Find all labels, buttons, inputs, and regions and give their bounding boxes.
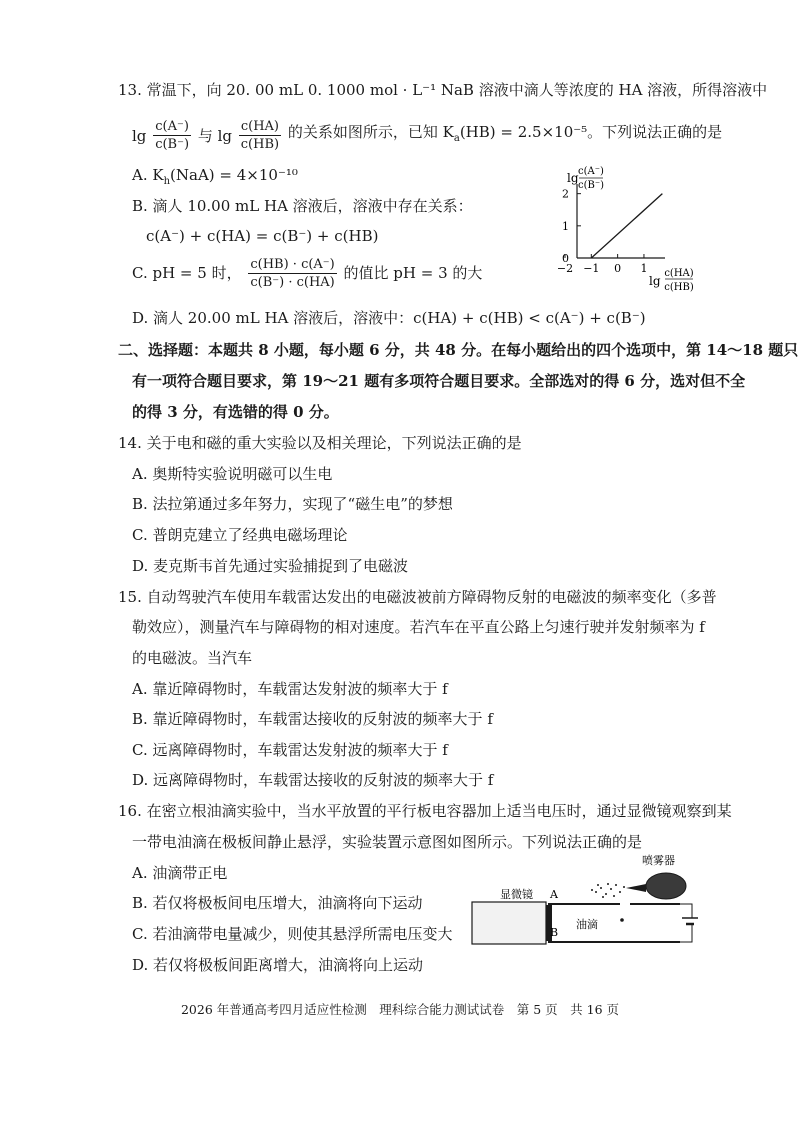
q13-ka-sub: a (453, 133, 460, 144)
q16-stem-line1: 16. 在密立根油滴实验中，当水平放置的平行板电容器加上适当电压时，通过显微镜观察到某 (118, 802, 732, 820)
q13-stem-line1: 13. 常温下，向 20. 00 mL 0. 1000 mol · L⁻¹ NaB 溶液中滴人等浓度的 HA 溶液，所得溶液中 (118, 81, 768, 99)
q13-option-c-frac (248, 256, 336, 291)
q13-frac1 (153, 118, 191, 153)
graph-xtick-label: 0 (614, 262, 622, 275)
q13-option-a (132, 165, 298, 192)
q16-stem-line2: 一带电油滴在极板间静止悬浮，实验装置示意图如图所示。下列说法正确的是 (132, 833, 643, 851)
q13-tail-text2: (HB) = 2.5×10⁻⁵。下列说法正确的是 (459, 123, 723, 141)
q13-option-c-head: C. pH = 5 时， (132, 264, 242, 282)
q15-option-c: C. 远离障碍物时，车载雷达发射波的频率大于 f (132, 741, 448, 759)
section2-line3: 的得 3 分，有选错的得 0 分。 (132, 403, 339, 421)
sprayer-label: 喷雾器 (642, 854, 675, 867)
q15-option-d: D. 远离障碍物时，车载雷达接收的反射波的频率大于 f (132, 771, 494, 789)
q16-option-a: A. 油滴带正电 (132, 864, 228, 882)
graph-ytick-label: 0 (562, 252, 569, 265)
graph-xlabel-lg: lg (649, 274, 661, 288)
q15-stem-line1: 15. 自动驾驶汽车使用车载雷达发出的电磁波被前方障碍物反射的电磁波的频率变化（多普 (118, 588, 717, 606)
q13-frac1-num: c(A⁻) (153, 118, 191, 136)
q13-option-c (132, 252, 482, 293)
q13-option-c-num: c(HB) · c(A⁻) (250, 256, 335, 272)
q13-frac1-den: c(B⁻) (155, 137, 190, 152)
droplet-label: 油滴 (576, 918, 598, 931)
q13-frac2 (239, 118, 281, 153)
plate-a-label: A (550, 888, 558, 901)
sprayer-nozzle (626, 884, 646, 892)
wire-top (680, 904, 692, 918)
graph-xtick-label: −2 (556, 262, 574, 275)
graph-ticks (557, 188, 648, 275)
graph-ylabel-den: c(B⁻) (577, 180, 605, 191)
section2-line2: 有一项符合题目要求，第 19～21 题有多项符合题目要求。全部选对的得 6 分，选对但不全 (132, 372, 746, 390)
plate-b-label: B (550, 926, 559, 939)
oil-droplet (620, 918, 624, 922)
section2-line1: 二、选择题：本题共 8 小题，每小题 6 分，共 48 分。在每小题给出的四个选项中，第 14～18 题只 (118, 341, 799, 359)
wire-bottom (680, 924, 692, 942)
graph-ytick-label: 1 (562, 219, 569, 233)
q13-option-c-den: c(B⁻) · c(HA) (250, 274, 335, 290)
graph-ylabel-num: c(A⁻) (578, 166, 604, 177)
q13-mid: 与 lg (197, 126, 232, 145)
q15-option-b: B. 靠近障碍物时，车载雷达接收的反射波的频率大于 f (132, 710, 493, 728)
q14-option-c: C. 普朗克建立了经典电磁场理论 (132, 526, 348, 544)
millikan-apparatus-diagram (470, 850, 700, 970)
graph-ylabel-lg: lg (567, 171, 579, 185)
q16-option-b: B. 若仅将极板间电压增大，油滴将向下运动 (132, 894, 423, 912)
graph-xtick-label: 1 (640, 262, 648, 275)
q13-graph (555, 158, 715, 298)
page-footer: 2026 年普通高考四月适应性检测 理科综合能力测试试卷 第 5 页 共 16 页 (180, 1002, 620, 1017)
graph-xtick-label: −1 (583, 262, 600, 275)
q13-stem-line2 (132, 112, 722, 159)
microscope-body (472, 902, 546, 944)
q15-option-a: A. 靠近障碍物时，车载雷达发射波的频率大于 f (132, 680, 448, 698)
q13-frac2-num: c(HA) (239, 118, 281, 136)
q13-tail (288, 112, 722, 159)
q14-option-d: D. 麦克斯韦首先通过实验捕捉到了电磁波 (132, 557, 409, 575)
q14-option-a: A. 奥斯特实验说明磁可以生电 (132, 465, 333, 483)
spray-dots (591, 883, 625, 898)
q16-option-d: D. 若仅将极板间距离增大，油滴将向上运动 (132, 956, 424, 974)
q13-option-b-line1: B. 滴人 10.00 mL HA 溶液后，溶液中存在关系： (132, 197, 473, 215)
q13-option-a-tail: (NaA) = 4×10⁻¹⁰ (170, 166, 298, 184)
graph-xlabel-num: c(HA) (664, 268, 694, 279)
sprayer-bulb (646, 873, 686, 899)
q13-option-b-line2: c(A⁻) + c(HA) = c(B⁻) + c(HB) (146, 227, 379, 245)
q13-lg1: lg (132, 126, 147, 145)
graph-series-line (591, 194, 662, 258)
microscope-label: 显微镜 (500, 888, 533, 901)
graph-xlabel-den: c(HB) (664, 282, 694, 293)
q16-option-c: C. 若油滴带电量减少，则使其悬浮所需电压变大 (132, 925, 453, 943)
graph-ytick-label: 2 (562, 187, 569, 201)
q13-option-c-tail: 的值比 pH = 3 的大 (343, 264, 483, 282)
q14-stem: 14. 关于电和磁的重大实验以及相关理论，下列说法正确的是 (118, 434, 522, 452)
q13-option-a-head: A. K (132, 166, 164, 184)
q14-option-b: B. 法拉第通过多年努力，实现了“磁生电”的梦想 (132, 495, 453, 513)
q15-stem-line3: 的电磁波。当汽车 (132, 649, 253, 667)
q13-frac2-den: c(HB) (240, 137, 280, 152)
q15-stem-line2: 勒效应），测量汽车与障碍物的相对速度。若汽车在平直公路上匀速行驶并发射频率为 f (132, 618, 705, 636)
q13-option-a-sub: h (163, 176, 171, 187)
q13-option-d: D. 滴人 20.00 mL HA 溶液后，溶液中：c(HA) + c(HB) < c(A⁻) + c(B⁻) (132, 309, 646, 327)
q13-tail-text: 的关系如图所示，已知 K (287, 123, 454, 141)
